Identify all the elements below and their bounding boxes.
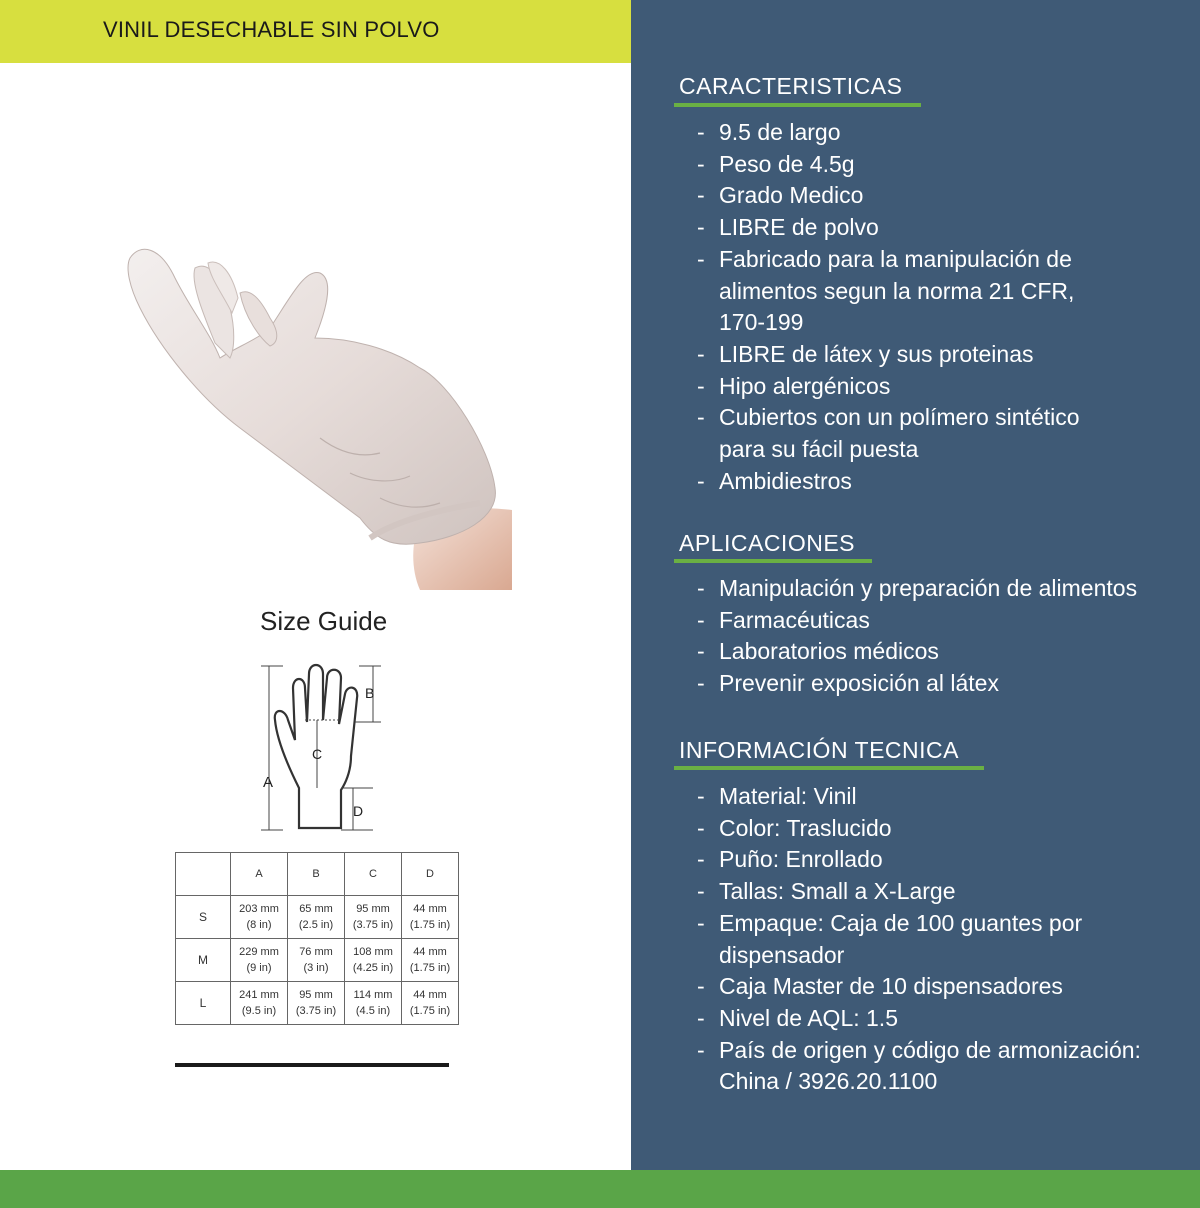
table-header-row <box>176 853 459 896</box>
label-d: D <box>353 803 364 819</box>
list-item: - Ambidiestros <box>697 466 1197 498</box>
list-item: - Hipo alergénicos <box>697 371 1197 403</box>
label-a: A <box>263 774 274 791</box>
list-item: - Puño: Enrollado <box>697 844 1197 876</box>
list-item: - Tallas: Small a X-Large <box>697 876 1197 908</box>
hand-measurement-diagram <box>255 660 385 840</box>
table-cell: 44 mm (1.75 in) <box>402 939 459 982</box>
title-band <box>0 0 631 63</box>
size-label: M <box>176 939 231 982</box>
heading-underline <box>674 559 872 563</box>
table-row <box>176 939 459 982</box>
table-cell: 203 mm (8 in) <box>231 896 288 939</box>
list-item: - Material: Vinil <box>697 781 1197 813</box>
table-cell: 44 mm (1.75 in) <box>402 982 459 1025</box>
list-item: - Nivel de AQL: 1.5 <box>697 1003 1197 1035</box>
size-table <box>175 852 459 1025</box>
list-item: - Grado Medico <box>697 180 1197 212</box>
list-item: - Cubiertos con un polímero sintético para su fácil puesta <box>697 402 1119 465</box>
size-guide-title: Size Guide <box>260 606 388 636</box>
list-item: - Empaque: Caja de 100 guantes por dispensador <box>697 908 1129 971</box>
table-cell: 65 mm (2.5 in) <box>288 896 345 939</box>
table-row <box>176 982 459 1025</box>
aplicaciones-list <box>697 573 1197 700</box>
list-item: - Peso de 4.5g <box>697 149 1197 181</box>
table-corner-cell <box>176 853 231 896</box>
column-header: D <box>402 853 459 896</box>
vinyl-glove-image <box>120 238 512 590</box>
list-item: - Farmacéuticas <box>697 605 1197 637</box>
column-header: B <box>288 853 345 896</box>
list-item: - Manipulación y preparación de alimentos <box>697 573 1197 605</box>
list-item: - Fabricado para la manipulación de alimentos segun la norma 21 CFR, 170-199 <box>697 244 1119 339</box>
list-item: - Caja Master de 10 dispensadores <box>697 971 1197 1003</box>
table-row <box>176 896 459 939</box>
table-cell: 76 mm (3 in) <box>288 939 345 982</box>
size-label: L <box>176 982 231 1025</box>
caracteristicas-list <box>697 117 1197 497</box>
section-heading: CARACTERISTICAS <box>679 73 903 99</box>
product-title: VINIL DESECHABLE SIN POLVO <box>103 17 440 42</box>
label-c: C <box>312 746 323 762</box>
table-cell: 95 mm (3.75 in) <box>288 982 345 1025</box>
informacion-list <box>697 781 1197 1098</box>
heading-underline <box>674 766 984 770</box>
size-label: S <box>176 896 231 939</box>
list-item: - LIBRE de polvo <box>697 212 1197 244</box>
heading-underline <box>674 103 921 107</box>
table-cell: 95 mm (3.75 in) <box>345 896 402 939</box>
list-item: - 9.5 de largo <box>697 117 1197 149</box>
column-header: C <box>345 853 402 896</box>
list-item: - Laboratorios médicos <box>697 636 1197 668</box>
section-heading: APLICACIONES <box>679 530 855 556</box>
label-b: B <box>365 685 375 701</box>
list-item: - Color: Traslucido <box>697 813 1197 845</box>
right-panel <box>631 0 1200 1170</box>
list-item: - País de origen y código de armonización: China / 3926.20.1100 <box>697 1035 1189 1098</box>
table-cell: 44 mm (1.75 in) <box>402 896 459 939</box>
table-cell: 241 mm (9.5 in) <box>231 982 288 1025</box>
table-cell: 229 mm (9 in) <box>231 939 288 982</box>
column-header: A <box>231 853 288 896</box>
section-heading: INFORMACIÓN TECNICA <box>679 737 959 763</box>
table-cell: 114 mm (4.5 in) <box>345 982 402 1025</box>
divider <box>175 1063 449 1067</box>
list-item: - Prevenir exposición al látex <box>697 668 1197 700</box>
list-item: - LIBRE de látex y sus proteinas <box>697 339 1197 371</box>
table-cell: 108 mm (4.25 in) <box>345 939 402 982</box>
footer-band <box>0 1170 1200 1208</box>
